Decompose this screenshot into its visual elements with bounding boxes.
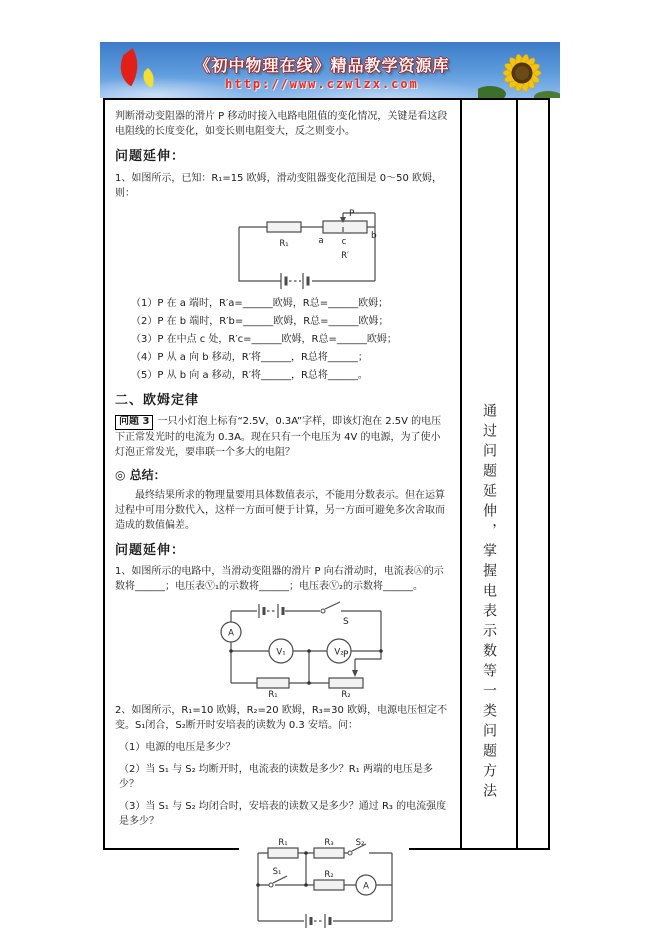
- banner-text-group: [160, 46, 484, 98]
- question3-intro: 2、如图所示，R₁=10 欧姆，R₂=20 欧姆，R₃=30 欧姆，电源电压恒定不变。S₁闭合，S₂断开时安培表的读数为 0.3 安培。问：: [115, 705, 448, 731]
- problem3-label: 问题 3: [115, 415, 153, 430]
- switch-s1-terminal: [269, 883, 273, 887]
- terminal-a-label: a: [318, 235, 324, 246]
- voltmeter2-label: V₂: [334, 647, 344, 658]
- r2-label: R₂: [341, 690, 351, 699]
- question2-intro: 1、如图所示的电路中，当滑动变阻器的滑片 P 向右滑动时，电流表Ⓐ的示数将______；电压表Ⓥ₁的示数将______；电压表Ⓥ₂的示数将______。: [115, 566, 444, 592]
- q3-item-2: （2）当 S₁ 与 S₂ 均断开时，电流表的读数是多少？R₁ 两端的电压是多少？: [119, 764, 433, 790]
- switch-s1-lever: [273, 876, 287, 883]
- banner-title: 《初中物理在线》精品教学资源库: [194, 56, 450, 75]
- r3-label: R₃: [324, 838, 334, 848]
- section2-heading: 二、欧姆定律: [115, 392, 200, 408]
- q1-item-2: （2）P 在 b 端时，R′b=______欧姆，R总=______欧姆；: [131, 315, 389, 327]
- slider-arrow: [352, 670, 358, 677]
- main-content-cell: [105, 100, 462, 892]
- resistor-r3-symbol: [314, 848, 344, 858]
- s1-label: S₁: [272, 867, 282, 877]
- extension2-heading: 问题延伸：: [115, 542, 186, 558]
- circuit-diagram-3: [239, 836, 409, 933]
- worksheet-table: [103, 98, 550, 892]
- q3-item-3: （3）当 S₁ 与 S₂ 均闭合时，安培表的读数又是多少？通过 R₃ 的电流强度是多少？: [119, 801, 447, 827]
- circuit-diagram-1: [225, 205, 390, 293]
- r1-label: R₁: [278, 838, 288, 848]
- problem3-paragraph: [115, 414, 448, 460]
- summary-text: 最终结果所求的物理量要用具体数值表示，不能用分数表示。但在运算过程中可用分数代入，这样一方面可便于计算，另一方面可避免多次舍取而造成的数值偏差。: [115, 489, 445, 531]
- rheostat-symbol: [323, 221, 367, 233]
- resistor-r1-symbol: [268, 848, 298, 858]
- slider-label: P: [349, 208, 355, 219]
- site-banner: [100, 42, 560, 98]
- q1-item-1: （1）P 在 a 端时，R′a=______欧姆，R总=______欧姆；: [131, 297, 389, 309]
- spare-cell: [518, 100, 548, 848]
- question1-intro: 1、如图所示，已知：R₁=15 欧姆，滑动变阻器变化范围是 0～50 欧姆，则：: [115, 172, 443, 199]
- margin-note-cell: [462, 100, 518, 848]
- q1-item-5: （5）P 从 b 向 a 移动，R′将______，R总将______。: [131, 369, 368, 381]
- sunflower-photo-icon: [478, 44, 560, 98]
- circuit-diagram-2: [217, 599, 392, 699]
- q1-item-4: （4）P 从 a 向 b 移动，R′将______，R总将______；: [131, 351, 368, 363]
- intro-paragraph: 判断滑动变阻器的滑片 P 移动时接入电路电阻值的变化情况，关键是看这段电阻线的长度变化，如变长则电阻变大，反之则变小。: [115, 111, 448, 137]
- switch-terminal: [321, 609, 325, 613]
- q1-item-3: （3）P 在中点 c 处，R′c=______欧姆，R总=______欧姆；: [131, 333, 397, 345]
- problem3-text: 一只小灯泡上标有“2.5V，0.3A”字样，即该灯泡在 2.5V 的电压下正常发光时的电流为 0.3A。现在只有一个电压为 4V 的电源，为了使小灯泡正常发光，要串联一个多大的电阻？: [115, 416, 442, 458]
- resistor-r1-symbol: [257, 678, 289, 688]
- voltmeter1-label: V₁: [276, 647, 286, 658]
- switch-label: S: [343, 617, 349, 627]
- q3-item-1: （1）电源的电压是多少？: [119, 742, 236, 753]
- slider-label: P: [343, 650, 349, 660]
- ammeter-label: A: [363, 881, 369, 892]
- banner-url-link[interactable]: http://www.czwlzx.com: [225, 77, 419, 91]
- r1-label: R₁: [268, 690, 278, 699]
- r1-label: R₁: [279, 238, 289, 249]
- rheostat-label: R′: [341, 250, 349, 261]
- switch-lever: [325, 602, 340, 609]
- rheostat-r2-symbol: [329, 678, 363, 688]
- r2-label: R₂: [324, 870, 334, 880]
- summary-heading: ◎ 总结：: [115, 467, 166, 482]
- resistor-r1-symbol: [267, 222, 301, 232]
- extension1-heading: 问题延伸：: [115, 149, 186, 164]
- resistor-r2-symbol: [314, 880, 344, 890]
- s2-label: S₂: [355, 838, 365, 848]
- switch-s2-terminal: [348, 851, 352, 855]
- margin-note-vertical-text: 通过问题延伸，掌握电表示数等一类问题方法: [481, 403, 497, 803]
- ammeter-label: A: [228, 628, 234, 639]
- terminal-b-label: b: [371, 230, 377, 241]
- terminal-c-label: c: [341, 236, 347, 247]
